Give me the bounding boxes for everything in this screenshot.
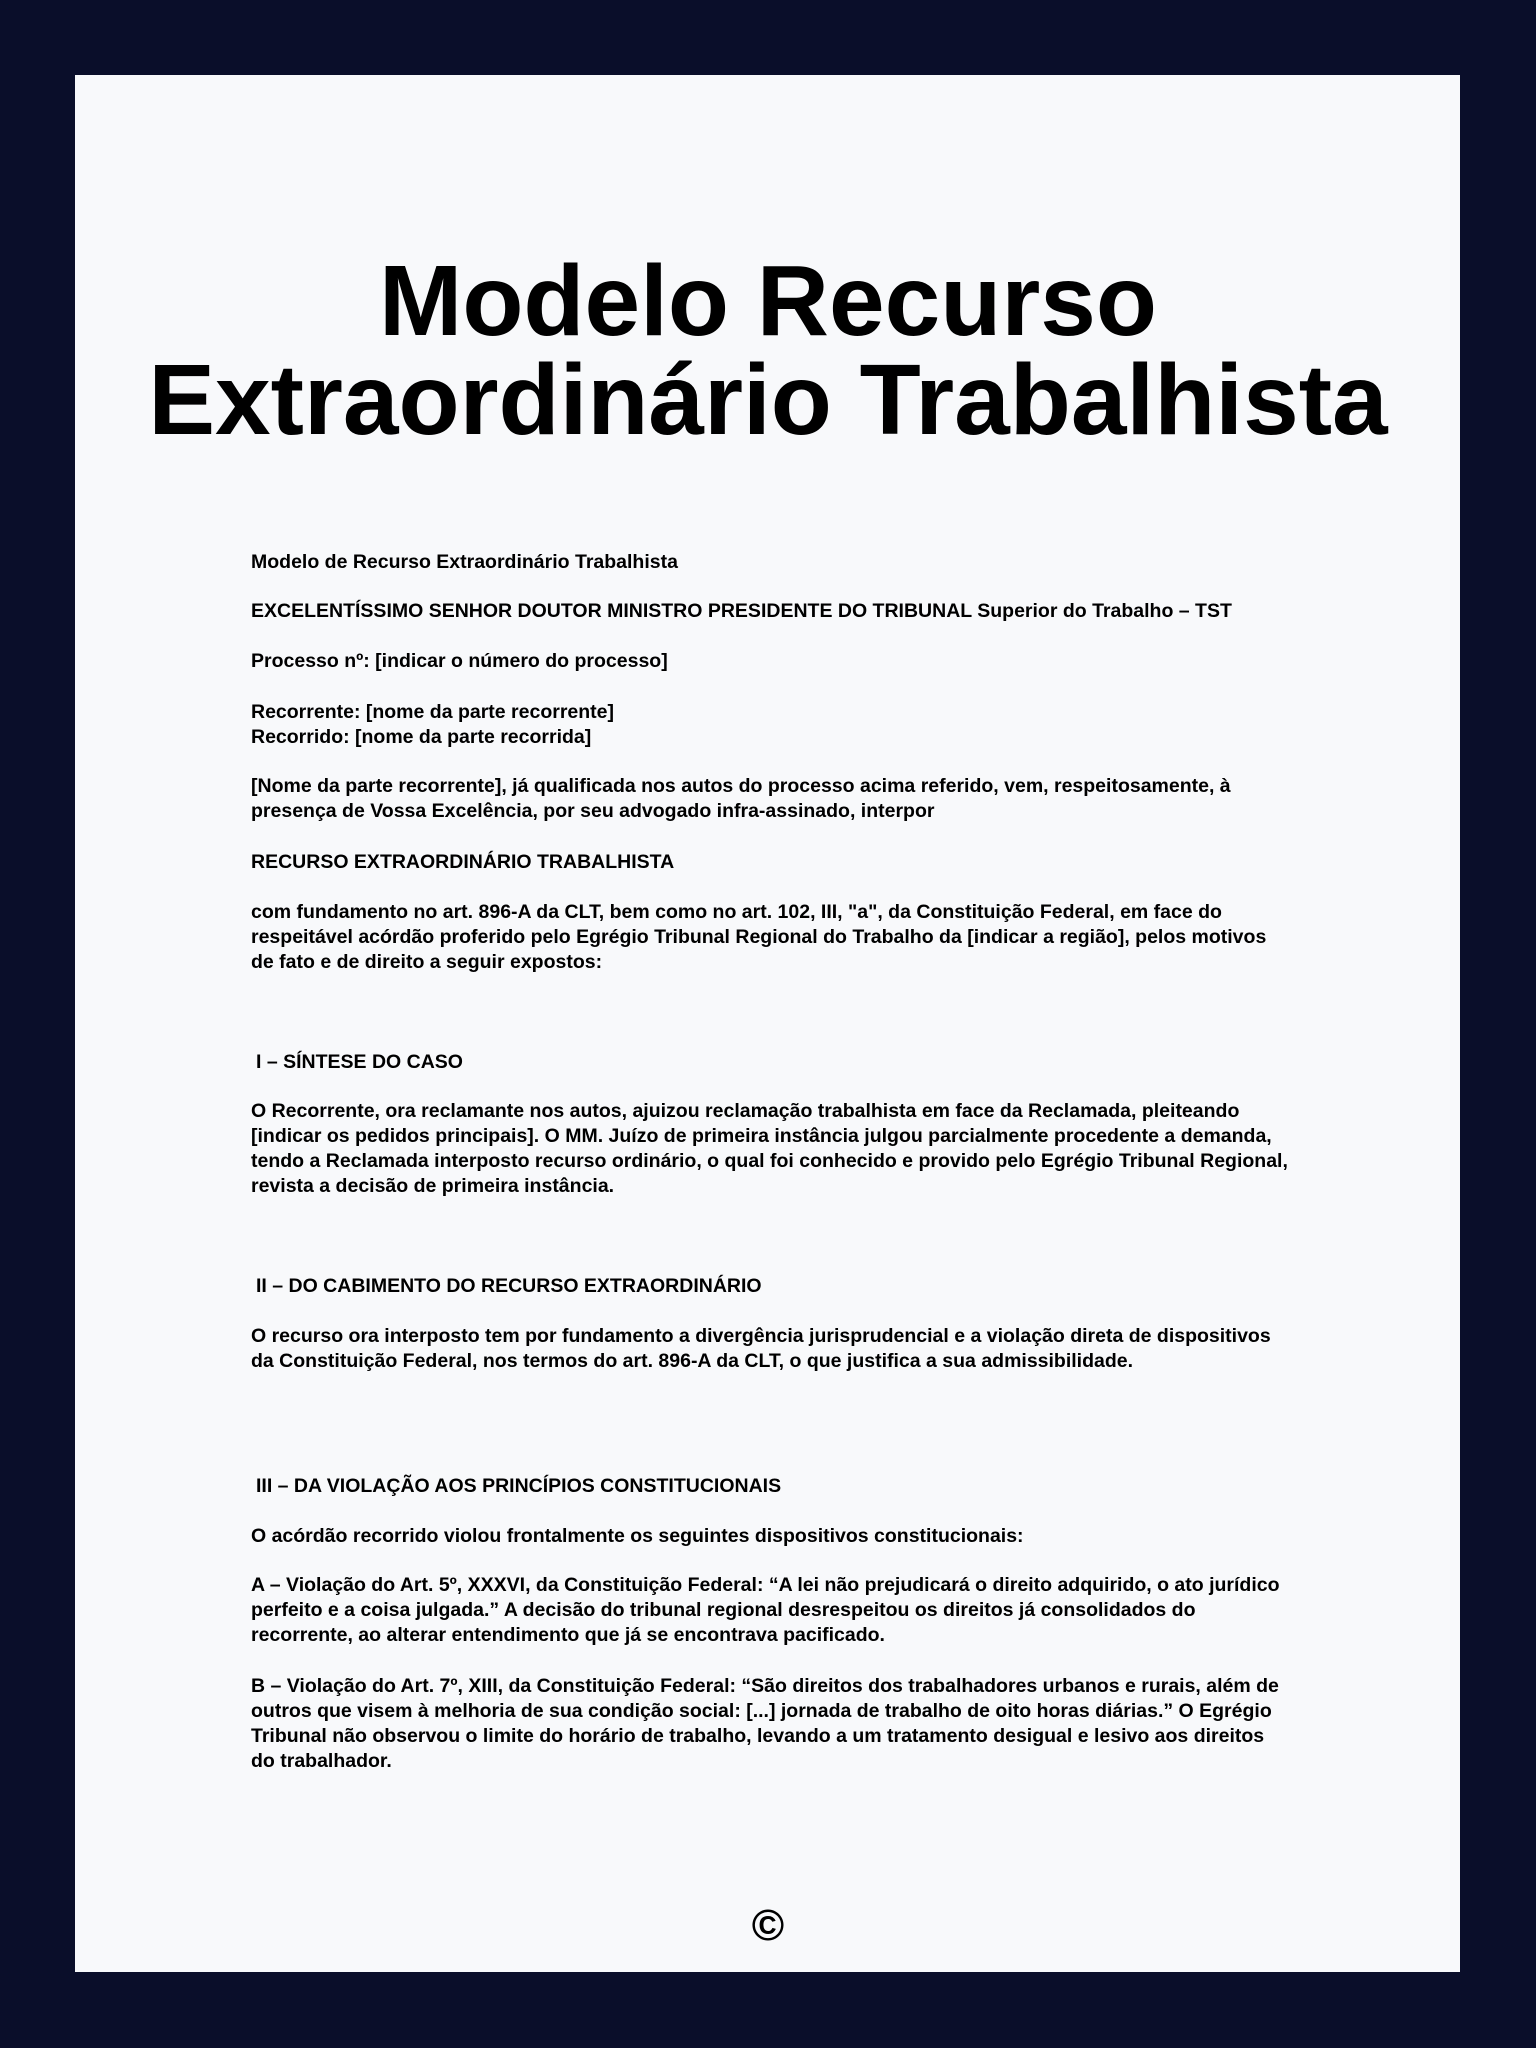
intro-paragraph: [Nome da parte recorrente], já qualificada nos autos do processo acima referido, vem, respeitosamente, à presença de Vossa Excelência, por seu advogado infra-assinado, interpor: [251, 775, 1231, 822]
section-3-heading: III – DA VIOLAÇÃO AOS PRINCÍPIOS CONSTITUCIONAIS: [256, 1475, 782, 1497]
appellee: Recorrido: [nome da parte recorrida]: [251, 726, 592, 748]
section-3-item-b: B – Violação do Art. 7º, XIII, da Constituição Federal: “São direitos dos trabalhadores urbanos e rurais, além de outros que visem à melhoria de sua condição social: [...] jornada de trabalho de oito horas diárias.” O Egrégio Tribunal não observou o limite do horário de trabalho, levando a um tratamento desigual e lesivo aos direitos do trabalhador.: [251, 1675, 1279, 1772]
section-1-heading: I – SÍNTESE DO CASO: [256, 1051, 463, 1073]
section-2-text: O recurso ora interposto tem por fundamento a divergência jurisprudencial e a violação direta de dispositivos da Constituição Federal, nos termos do art. 896-A da CLT, o que justifica a sua admissibilidade.: [251, 1325, 1271, 1372]
addressee: EXCELENTÍSSIMO SENHOR DOUTOR MINISTRO PRESIDENTE DO TRIBUNAL Superior do Trabalho – TST: [251, 600, 1232, 622]
appellant: Recorrente: [nome da parte recorrente]: [251, 701, 615, 723]
section-1-text: O Recorrente, ora reclamante nos autos, ajuizou reclamação trabalhista em face da Reclamada, pleiteando [indicar os pedidos principais]. O MM. Juízo de primeira instância julgou parcialmente procedente a demanda, tendo a Reclamada interposto recurso ordinário, o qual foi conhecido e provido pelo Egrégio Tribunal Regional, revista a decisão de primeira instância.: [251, 1100, 1288, 1197]
grounds-paragraph: com fundamento no art. 896-A da CLT, bem como no art. 102, III, "a", da Constituição Federal, em face do respeitável acórdão proferido pelo Egrégio Tribunal Regional do Trabalho da [indicar a região], pelos motivos de fato e de direito a seguir expostos:: [251, 901, 1267, 973]
process-number: Processo nº: [indicar o número do processo]: [251, 650, 668, 672]
page-title: [0, 245, 1536, 456]
title-line-1: Modelo Recurso: [379, 245, 1157, 357]
title-line-2: Extraordinário Trabalhista: [148, 344, 1388, 456]
appeal-name: RECURSO EXTRAORDINÁRIO TRABALHISTA: [251, 851, 675, 873]
section-3-intro: O acórdão recorrido violou frontalmente os seguintes dispositivos constitucionais:: [251, 1525, 1024, 1547]
section-3-item-a: A – Violação do Art. 5º, XXXVI, da Constituição Federal: “A lei não prejudicará o direito adquirido, o ato jurídico perfeito e a coisa julgada.” A decisão do tribunal regional desrespeitou os direitos já consolidados do recorrente, ao alterar entendimento que já se encontrava pacificado.: [251, 1574, 1280, 1646]
doc-title: Modelo de Recurso Extraordinário Trabalhista: [251, 551, 678, 573]
section-2-heading: II – DO CABIMENTO DO RECURSO EXTRAORDINÁRIO: [256, 1275, 762, 1297]
copyright-icon: ©: [751, 1901, 785, 1950]
